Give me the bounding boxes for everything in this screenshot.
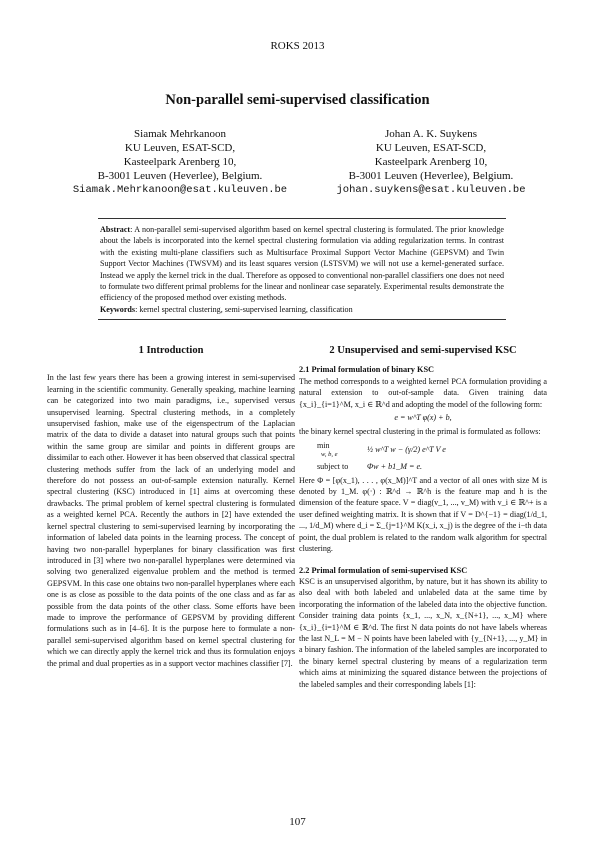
author-affiliation: KU Leuven, ESAT-SCD, (124, 142, 236, 154)
abstract-paragraph (100, 224, 504, 304)
author-affiliation: KU Leuven, ESAT-SCD, (375, 142, 487, 154)
author-address: Kasteelpark Arenberg 10, (123, 156, 237, 168)
min-variables: w, b, e (321, 451, 338, 459)
author-email[interactable]: Siamak.Mehrkanoon@esat.kuleuven.be (72, 184, 288, 196)
abstract-text: : A non-parallel semi-supervised algorithm based on kernel spectral clustering is formulated. The prior knowledge about the labels is incorporated into the kernel spectral clustering formulation via adding regularization terms. In contrast with the existing multi-plane classifiers such as Multisurface Proximal Support Vector Machine (GEPSVM) and Twin Support Vector Machines (TWSVM) and its least squares version (LSTSVM) we will not use a kernel-generated surface. Instead we apply the kernel trick in the dual. Therefore as opposed to conventional non-parallel classifiers one does not need to formulate two different primal problems for the linear and nonlinear case separately. Experimental results demonstrate the efficiency of the proposed method over existing methods. (100, 225, 504, 303)
author-email[interactable]: johan.suykens@esat.kuleuven.be (336, 184, 526, 196)
constraint-expression: Φw + b1_M = e. (367, 462, 423, 472)
author-name: Johan A. K. Suykens (385, 128, 477, 140)
binary-ksc-paragraph-3: Here Φ = [φ(x_1), . . . , φ(x_M)]^T and a vector of all ones with size M is denoted by 1_M. φ(·) : ℝ^d → ℝ^h is the feature map and h is the dimension of the feature space. V = diag(v_1, ..., v_M) with v_i ∈ ℝ^+ is a user defined weighting matrix. It is shown that if V = D^{−1} = diag(1/d_1, ..., 1/d_M) where d_i = Σ_{j=1}^M K(x_i, x_j) is the degree of the i−th data point, the dual problem is related to the random walk algorithm for spectral clustering. (299, 475, 547, 554)
subject-to-label: subject to (317, 462, 349, 472)
optimization-objective (317, 440, 547, 459)
section-heading-introduction: 1 Introduction (138, 345, 204, 356)
subsection-heading-semi-supervised-ksc: 2.2 Primal formulation of semi-supervised KSC (299, 565, 468, 575)
author-address: Kasteelpark Arenberg 10, (374, 156, 488, 168)
model-equation: e = w^T φ(x) + b, (394, 413, 452, 423)
author-city: B-3001 Leuven (Heverlee), Belgium. (348, 170, 514, 182)
author-name: Siamak Mehrkanoon (134, 128, 226, 140)
binary-ksc-paragraph-1: The method corresponds to a weighted kernel PCA formulation providing a natural extension to out-of-sample data. Given training data {x_i}_{i=1}^M, x_i ∈ ℝ^d and adopting the model of the following form: (299, 376, 547, 409)
author-block-1 (65, 127, 295, 197)
abstract-label: Abstract (100, 225, 131, 234)
objective-expression: ½ w^T w − (γ/2) e^T V e (367, 444, 446, 454)
semi-supervised-ksc-paragraph: KSC is an unsupervised algorithm, by nature, but it has shown its ability to also deal with both labeled and unlabeled data at the same time by incorporating the information of the labeled data into the objective function. Consider training data points {x_1, ..., x_N, x_{N+1}, ..., x_M} where {x_i}_{i=1}^M ∈ ℝ^d. The first N data points do not have labels whereas the last N_L = M − N points have been labeled with {y_{N+1}, ..., y_M} in a binary fashion. The information of the labeled samples are incorporated to the binary kernel spectral clustering by means of a regularization term which aims at minimizing the squared distance between the projections of the labeled samples and their corresponding labels [1]: (299, 576, 547, 689)
author-block-2 (316, 127, 546, 197)
left-column (47, 345, 295, 669)
section-heading-ksc: 2 Unsupervised and semi-supervised KSC (329, 345, 517, 356)
binary-ksc-paragraph-2: the binary kernel spectral clustering in the primal is formulated as follows: (299, 427, 541, 437)
introduction-body: In the last few years there has been a growing interest in semi-supervised learning in the scientific community. Generally speaking, machine learning can be categorized into two main paradigms, i.e., supervised versus unsupervised learning. Spectral clustering methods, in a completely unsupervised fashion, make use of the eigenspectrum of the Laplacian matrix of the data to divide a dataset into natural groups such that points within the same group are similar and points in different groups are dissimilar to each other. However it has been observed that classical spectral clustering methods suffer from the lack of an underlying model and therefore do not possess an out-of-sample extension naturally. Kernel spectral clustering (KSC) introduced in [1] aims at overcoming these drawbacks. The primal problem of kernel spectral clustering is formulated as a weighted kernel PCA. Recently the authors in [2] have extended the kernel spectral clustering to semi-supervised learning by incorporating the information of labeled data points in the learning process. The concept of having two non-parallel hyperplanes for binary classification was first introduced in [3] where two non-parallel hyperplanes were determined via solving two generalized eigenvalue problem and the method is termed GEPSVM. In this case one obtains two non-parallel hyperplanes where each one is as close as possible to the data points of the one class and as far as possible from the data points of the other class. Some efforts have been made to improve the performance of GEPSVM by providing different formulations such as in [4–6]. It is the purpose here to formulate a non-parallel semi-supervised algorithm based on kernel spectral clustering for which we can directly apply the kernel trick and thus its formulation enjoys the primal and dual properties as in a support vector machines classifier [7]. (47, 373, 295, 668)
running-header: ROKS 2013 (270, 40, 325, 52)
author-city: B-3001 Leuven (Heverlee), Belgium. (97, 170, 263, 182)
min-operator: min w, b, e (317, 440, 367, 459)
keywords-text: : kernel spectral clustering, semi-supervised learning, classification (135, 304, 353, 314)
subsection-heading-binary-ksc: 2.1 Primal formulation of binary KSC (299, 365, 435, 375)
right-column (299, 345, 547, 690)
abstract-box (98, 218, 506, 320)
keywords-paragraph (100, 304, 504, 315)
keywords-label: Keywords (100, 304, 136, 314)
page-number: 107 (289, 816, 306, 828)
optimization-constraint (317, 461, 547, 472)
paper-title: Non-parallel semi-supervised classification (165, 92, 430, 108)
